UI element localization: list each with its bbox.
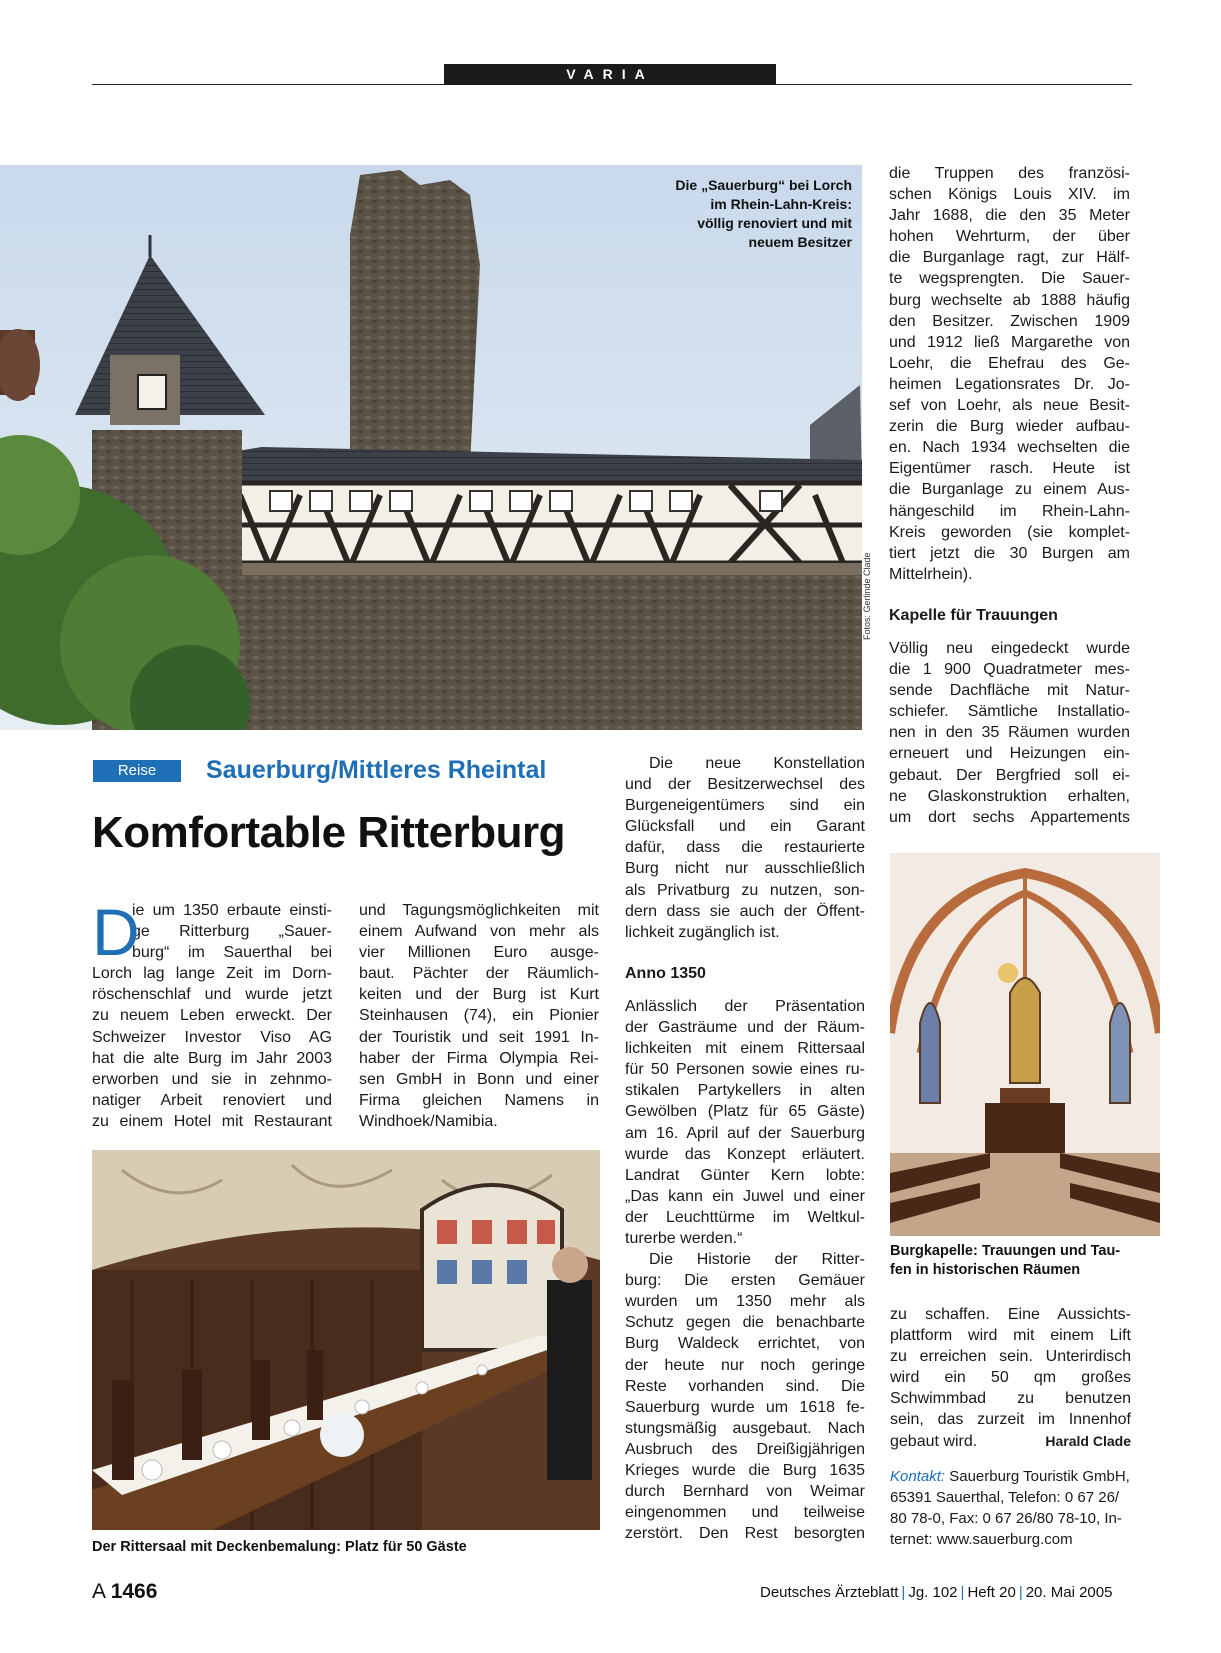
text-line: te wegsprengten. Die Sauer- bbox=[889, 270, 1130, 288]
text-line: für 50 Personen sowie eines ru- bbox=[625, 1061, 865, 1079]
text-line: Burg nicht nur ausschließlich bbox=[625, 860, 865, 878]
journal-info bbox=[760, 1584, 1112, 1601]
text-line: zu erreichen sein. Unterirdisch bbox=[890, 1348, 1131, 1366]
hero-caption-line: Die „Sauerburg“ bei Lorch bbox=[675, 177, 852, 193]
text-line: wurde das Konzept erläutert. bbox=[625, 1145, 865, 1163]
text-line: Kreis geworden (sie komplet- bbox=[889, 523, 1130, 541]
text-line: und 1912 ließ Margarethe von bbox=[889, 333, 1130, 351]
hero-caption-line: völlig renoviert und mit bbox=[697, 215, 852, 231]
text-line: Schwimmbad zu benutzen bbox=[890, 1390, 1131, 1408]
text-line: keiten und der Burg ist Kurt bbox=[359, 986, 599, 1004]
journal-issue: Heft 20 bbox=[967, 1584, 1016, 1601]
text-line: schen Königs Louis XIV. im bbox=[889, 186, 1130, 204]
text-line: Krieges wurde die Burg 1635 bbox=[625, 1462, 865, 1479]
text-line: lichkeit zugänglich ist. bbox=[625, 923, 780, 941]
text-line: die Burganlage ragt, zur Hälf- bbox=[889, 249, 1130, 267]
text-line: en. Nach 1934 wechselten die bbox=[889, 439, 1130, 457]
text-line: Windhoek/Namibia. bbox=[359, 1112, 498, 1130]
text-line: erworben und sie in zehnmo- bbox=[92, 1070, 332, 1088]
text-line: zerin die Burg wieder aufbau- bbox=[889, 418, 1130, 436]
chapel-caption bbox=[890, 1242, 1140, 1280]
text-line: Völlig neu eingedeckt wurde bbox=[889, 639, 1130, 657]
journal-name: Deutsches Ärzteblatt bbox=[760, 1584, 899, 1601]
contact-label: Kontakt: bbox=[890, 1468, 946, 1485]
text-line: dern dass sie auch der Öffent- bbox=[625, 902, 865, 920]
contact-line: 80 78-0, Fax: 0 67 26/80 78-10, In- bbox=[890, 1510, 1122, 1527]
rittersaal-caption: Der Rittersaal mit Deckenbemalung: Platz für 50 Gäste bbox=[92, 1539, 467, 1555]
text-line: Steinhausen (74), ein Pionier bbox=[359, 1007, 599, 1025]
text-line: burg wechselte ab 1888 häufig bbox=[889, 291, 1130, 309]
text-line: Eigentümer rasch. Heute ist bbox=[889, 460, 1130, 478]
text-line: zu neuem Leben erweckt. Der bbox=[92, 1007, 332, 1025]
text-line: zu einem Hotel mit Restaurant bbox=[92, 1112, 332, 1130]
hero-caption-line: neuem Besitzer bbox=[748, 234, 852, 250]
text-line: Firma gleichen Namens in bbox=[359, 1091, 599, 1109]
text-line: wird ein 50 qm großes bbox=[890, 1369, 1131, 1387]
footer-separator: | bbox=[1018, 1584, 1023, 1601]
text-line: baut. Pächter der Räumlich- bbox=[359, 965, 599, 983]
text-line: sen GmbH in Bonn und einer bbox=[359, 1070, 599, 1088]
text-line: und Tagungsmöglichkeiten mit bbox=[359, 902, 599, 919]
text-line: Gewölben (Platz für 65 Gäste) bbox=[625, 1103, 865, 1121]
text-line: Ausbruch des Dreißigjährigen bbox=[625, 1440, 865, 1458]
subhead-kapelle: Kapelle für Trauungen bbox=[889, 606, 1058, 624]
text-line: ie um 1350 erbaute einsti- bbox=[132, 902, 332, 919]
text-line: Sauerburg wurde um 1618 fe- bbox=[625, 1398, 865, 1416]
hero-caption bbox=[600, 176, 852, 252]
hero-caption-line: im Rhein-Lahn-Kreis: bbox=[710, 196, 852, 212]
footer-separator: | bbox=[960, 1584, 965, 1601]
photo-credit: Fotos: Gerlinde Clade bbox=[862, 552, 872, 640]
text-line: Lorch lag lange Zeit im Dorn- bbox=[92, 965, 332, 983]
text-line: heimen Legationsrates Dr. Jo- bbox=[889, 375, 1130, 393]
text-line: burg: Die ersten Gemäuer bbox=[625, 1272, 865, 1290]
text-line: Schutz gegen die benachbarte bbox=[625, 1314, 865, 1332]
text-line: ne Glaskonstruktion erhalten, bbox=[889, 787, 1130, 805]
text-line: Mittelrhein). bbox=[889, 565, 973, 583]
text-line: ge Ritterburg „Sauer- bbox=[132, 923, 332, 941]
footer-separator: | bbox=[901, 1584, 906, 1601]
text-line: dafür, dass die restaurierte bbox=[625, 839, 865, 857]
column-4-bottom bbox=[890, 1304, 1131, 1452]
text-line: Landrat Günter Kern lobte: bbox=[625, 1166, 865, 1184]
column-4-top bbox=[889, 163, 1130, 828]
section-label: VARIA bbox=[444, 64, 776, 85]
text-line: und der Besitzerwechsel des bbox=[625, 776, 865, 794]
text-line: den Besitzer. Zwischen 1909 bbox=[889, 312, 1130, 330]
text-line: haber der Firma Olympia Rei- bbox=[359, 1049, 599, 1067]
text-line: turerbe werden.“ bbox=[625, 1229, 743, 1247]
page-number bbox=[92, 1580, 157, 1604]
text-line: der Gasträume und der Räum- bbox=[625, 1019, 865, 1037]
contact-line: 65391 Sauerthal, Telefon: 0 67 26/ bbox=[890, 1489, 1120, 1506]
rittersaal-photo bbox=[92, 1150, 600, 1530]
text-line: vier Millionen Euro ausge- bbox=[359, 944, 599, 962]
column-1 bbox=[92, 895, 332, 1132]
text-line: gebaut. Der Bergfried soll ei- bbox=[889, 766, 1130, 784]
chapel-caption-line: Burgkapelle: Trauungen und Tau- bbox=[890, 1243, 1121, 1259]
text-line: Burgeneigentümers sind ein bbox=[625, 797, 865, 815]
column-2 bbox=[359, 900, 599, 1132]
page-number-value: 1466 bbox=[110, 1580, 158, 1603]
text-line: die Truppen des französi- bbox=[889, 165, 1130, 182]
category-tag: Reise bbox=[93, 760, 181, 782]
text-line: stungsmäßig ausgebaut. Nach bbox=[625, 1419, 865, 1437]
text-line: lichkeiten mit einem Rittersaal bbox=[625, 1040, 865, 1058]
text-line: durch Bernhard von Weimar bbox=[625, 1483, 865, 1501]
drop-cap: D bbox=[92, 895, 140, 969]
text-line: stikalen Partykellers in alten bbox=[625, 1082, 865, 1100]
chapel-caption-line: fen in historischen Räumen bbox=[890, 1262, 1081, 1278]
text-line: sende Dachfläche mit Natur- bbox=[889, 682, 1130, 700]
text-line: tiert jetzt die 30 Burgen am bbox=[889, 544, 1130, 562]
text-line: Reste vorhanden sind. Die bbox=[625, 1377, 865, 1395]
page-prefix: A bbox=[92, 1580, 105, 1603]
text-line: der heute nur noch geringe bbox=[625, 1356, 865, 1374]
text-line: hat die alte Burg im Jahr 2003 bbox=[92, 1049, 332, 1067]
text-line: zerstört. Den Rest besorgten bbox=[625, 1525, 865, 1543]
subhead-anno-1350: Anno 1350 bbox=[625, 964, 706, 982]
contact-line: ternet: www.sauerburg.com bbox=[890, 1531, 1073, 1548]
text-line: erneuert und Heizungen ein- bbox=[889, 745, 1130, 763]
text-line: hohen Wehrturm, der über bbox=[889, 228, 1130, 246]
text-line: nen in den 35 Räumen wurden bbox=[889, 724, 1130, 742]
text-line: Glücksfall und ein Garant bbox=[625, 818, 865, 836]
text-line: Die neue Konstellation bbox=[649, 755, 865, 772]
text-line: sein, das zurzeit im Innenhof bbox=[890, 1411, 1131, 1429]
text-line: Schweizer Investor Viso AG bbox=[92, 1028, 332, 1046]
text-line: die Burganlage zu einem Aus- bbox=[889, 481, 1130, 499]
text-line: Die Historie der Ritter- bbox=[649, 1251, 865, 1269]
text-line: Loehr, die Ehefrau des Ge- bbox=[889, 354, 1130, 372]
text-line: am 16. April auf der Sauerburg bbox=[625, 1124, 865, 1142]
article-kicker: Sauerburg/Mittleres Rheintal bbox=[206, 756, 547, 784]
text-line: zu schaffen. Eine Aussichts- bbox=[890, 1306, 1131, 1323]
text-line: burg“ im Sauerthal bei bbox=[132, 944, 332, 962]
text-line: Jahr 1688, die den 35 Meter bbox=[889, 207, 1130, 225]
text-line: der Leuchttürme im Weltkul- bbox=[625, 1208, 865, 1226]
text-line: gebaut wird. bbox=[890, 1432, 978, 1450]
text-line: röschenschlaf und wurde jetzt bbox=[92, 986, 332, 1004]
article-headline: Komfortable Ritterburg bbox=[92, 808, 565, 857]
text-line: „Das kann ein Juwel und einer bbox=[625, 1187, 865, 1205]
author-name: Harald Clade bbox=[1045, 1432, 1131, 1449]
column-3 bbox=[625, 753, 865, 1544]
text-line: Anlässlich der Präsentation bbox=[625, 997, 865, 1015]
text-line: einem Aufwand von mehr als bbox=[359, 923, 599, 941]
text-line: natiger Arbeit renoviert und bbox=[92, 1091, 332, 1109]
contact-line: Sauerburg Touristik GmbH, bbox=[949, 1468, 1130, 1485]
text-line: hängeschild im Rhein-Lahn- bbox=[889, 502, 1130, 520]
text-line: sef von Loehr, als neue Besit- bbox=[889, 397, 1130, 415]
text-line: um dort sechs Appartements bbox=[889, 808, 1130, 826]
text-line: eingenommen und teilweise bbox=[625, 1504, 865, 1522]
journal-date: 20. Mai 2005 bbox=[1025, 1584, 1113, 1601]
text-line: plattform wird mit einem Lift bbox=[890, 1327, 1131, 1345]
text-line: Burg Waldeck errichtet, von bbox=[625, 1335, 865, 1353]
contact-box bbox=[890, 1466, 1140, 1550]
text-line: die 1 900 Quadratmeter mes- bbox=[889, 661, 1130, 679]
journal-volume: Jg. 102 bbox=[908, 1584, 958, 1601]
chapel-photo bbox=[890, 853, 1160, 1236]
text-line: wurden um 1350 mehr als bbox=[625, 1293, 865, 1311]
text-line: schiefer. Sämtliche Installatio- bbox=[889, 703, 1130, 721]
text-line: als Privatburg zu nutzen, son- bbox=[625, 881, 865, 899]
text-line: der Touristik und seit 1991 In- bbox=[359, 1028, 599, 1046]
